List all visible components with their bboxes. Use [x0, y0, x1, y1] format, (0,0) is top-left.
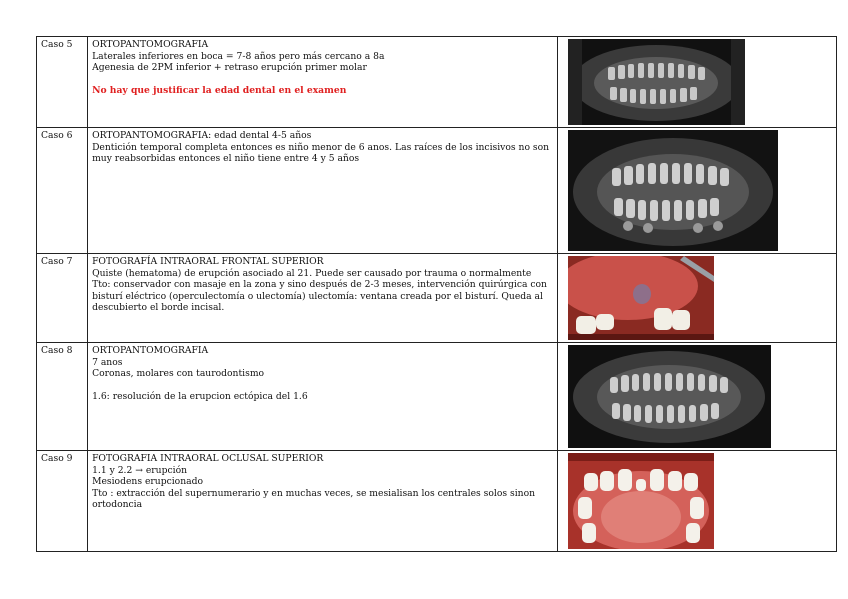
case-text-line: Quiste (hematoma) de erupción asociado al 21. Puede ser causado por trauma o normalmente [92, 267, 532, 279]
table-row [37, 343, 837, 451]
case-label: Caso 6 [37, 128, 88, 254]
case-text-line: Coronas, molares con taurodontismo [92, 368, 265, 380]
case-description [88, 37, 558, 128]
case-title: FOTOGRAFIA INTRAORAL OCLUSAL SUPERIOR [92, 453, 324, 464]
case-title: ORTOPANTOMOGRAFIA [92, 39, 209, 50]
case-title: ORTOPANTOMOGRAFIA [92, 345, 209, 356]
case-label: Caso 8 [37, 343, 88, 451]
case-image-cell [557, 37, 836, 128]
case-title: FOTOGRAFÍA INTRAORAL FRONTAL SUPERIOR [92, 256, 324, 267]
panoramic-xray-image [568, 345, 832, 448]
case-text-line: bisturí eléctrico (operculectomía o ulectomía) ulectomía: ventana creada por el bisturí. Queda al [92, 290, 543, 302]
case-text-line: Agenesia de 2PM inferior + retraso erupción primer molar [92, 62, 367, 74]
case-text-line: Laterales inferiores en boca = 7-8 años pero más cercano a 8a [92, 50, 385, 62]
case-label: Caso 5 [37, 37, 88, 128]
case-image-cell [557, 343, 836, 451]
case-image-cell [557, 451, 836, 552]
case-image-cell [557, 128, 836, 254]
spacer [92, 380, 553, 392]
case-title: ORTOPANTOMOGRAFIA: edad dental 4-5 años [92, 130, 312, 141]
panoramic-xray-image [568, 130, 832, 251]
case-description [88, 128, 558, 254]
case-description [88, 451, 558, 552]
case-text-line: Tto: conservador con masaje en la zona y sino después de 2-3 meses, intervención quirúrgica con [92, 279, 547, 291]
table-row [37, 451, 837, 552]
case-description [88, 343, 558, 451]
case-image-cell [557, 254, 836, 343]
case-text-line: 1.6: resolución de la erupcion ectópica del 1.6 [92, 391, 308, 403]
intraoral-frontal-photo [568, 256, 832, 340]
exam-note: No hay que justificar la edad dental en el examen [92, 85, 347, 97]
case-text-line: muy reabsorbidas entonces el niño tiene entre 4 y 5 años [92, 153, 360, 165]
case-text-line: Mesiodens erupcionado [92, 476, 204, 488]
intraoral-occlusal-photo [568, 453, 832, 549]
case-description [88, 254, 558, 343]
case-text-line: Dentición temporal completa entonces es niño menor de 6 anos. Las raíces de los incisivos no son [92, 141, 550, 153]
spacer [92, 74, 553, 86]
case-text-line: descubierto el borde incisal. [92, 302, 225, 314]
case-text-line: 7 anos [92, 356, 123, 368]
panoramic-xray-image [568, 39, 832, 125]
table-row [37, 254, 837, 343]
table-row [37, 37, 837, 128]
case-label: Caso 9 [37, 451, 88, 552]
cases-table [36, 36, 837, 552]
case-label: Caso 7 [37, 254, 88, 343]
case-text-line: Tto : extracción del supernumerario y en muchas veces, se mesialisan los centrales solos sinon [92, 487, 536, 499]
case-text-line: ortodoncia [92, 499, 143, 511]
case-text-line: 1.1 y 2.2 → erupción [92, 464, 188, 476]
table-row [37, 128, 837, 254]
